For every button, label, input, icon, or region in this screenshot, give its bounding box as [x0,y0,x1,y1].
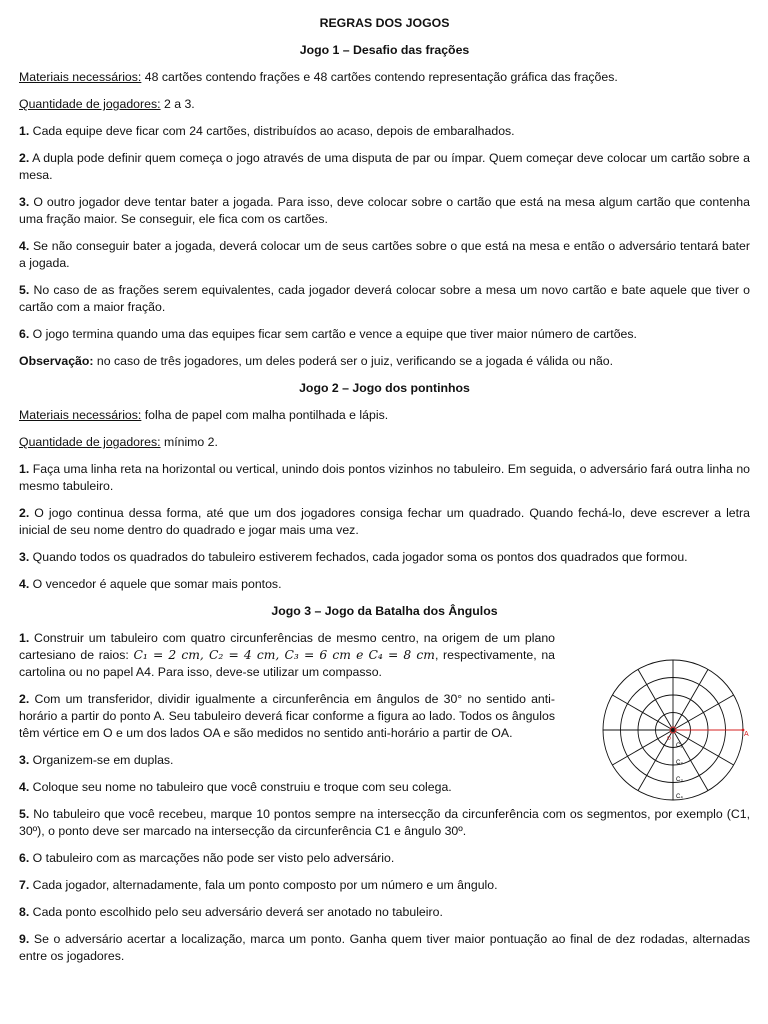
rule-text: Quando todos os quadrados do tabuleiro estiverem fechados, cada jogador soma os pontos dos quadrados que formou. [29,550,688,564]
rule-text: Se o adversário acertar a localização, marca um ponto. Ganha quem tiver maior pontuação ao final de dez rodadas, alternadas entre os jogadores. [19,932,750,963]
document-content [19,15,750,975]
jogo1-jogadores [19,96,750,113]
jogo3-full-text [19,806,750,965]
jogo2-jogadores-text: mínimo 2. [160,435,218,449]
rule-number: 2. [19,692,30,706]
rule-text: Cada ponto escolhido pelo seu adversário deverá ser anotado no tabuleiro. [29,905,443,919]
board-geometry [603,660,744,800]
jogo2-materiais-label: Materiais necessários: [19,408,142,422]
jogo1-rule [19,123,750,140]
board-ray [612,695,673,730]
rule-text: Faça uma linha reta na horizontal ou vertical, unindo dois pontos vizinhos no tabuleiro. Em seguida, o adversário fará outra linha no mesmo tabuleiro. [19,462,750,493]
observacao-text: no caso de três jogadores, um deles poderá ser o juiz, verificando se a jogada é válida ou não. [93,354,614,368]
jogo3-rule [19,806,750,840]
jogo1-jogadores-label: Quantidade de jogadores: [19,97,161,111]
rule-number: 4. [19,577,30,591]
rule-number: 6. [19,851,30,865]
jogo3-side-text [19,630,555,796]
jogo2-materiais [19,407,750,424]
rule-text: O tabuleiro com as marcações não pode ser visto pelo adversário. [29,851,395,865]
point-a-label: A [744,731,749,738]
board-ray [673,695,734,730]
circle-label-c2: C₂ [676,760,683,766]
rule-text: O outro jogador deve tentar bater a jogada. Para isso, deve colocar sobre o cartão que está na mesa algum cartão que contenha uma fração maior. Se conseguir, ele fica com os cartões. [19,195,750,226]
rule-text: Se não conseguir bater a jogada, deverá colocar um de seus cartões sobre o que está na mesa e então o adversário tentará bater a jogada. [19,239,750,270]
jogo3-rule [19,752,555,769]
jogo1-rule [19,150,750,184]
rule-number: 2. [19,151,30,165]
rule-text: No tabuleiro que você recebeu, marque 10 pontos sempre na intersecção da circunferência com os segmentos, por exemplo (C1, 30º), o ponto deve ser marcado na intersecção da circunferência C1 e ângulo 30º. [19,807,750,838]
jogo3-rule [19,877,750,894]
jogo2-rule [19,461,750,495]
rule-number: 4. [19,780,30,794]
rule-number: 3. [19,195,30,209]
jogo1-rule [19,282,750,316]
jogo2-heading: Jogo 2 – Jogo dos pontinhos [299,381,470,395]
rule-text: Com um transferidor, dividir igualmente a circunferência em ângulos de 30° no sentido anti-horário a partir do ponto A. Seu tabuleiro deverá ficar conforme a figura ao lado. Todos os ângulos têm vértice em O e um dos lados OA e são medidos no sentido anti-horário a partir de OA. [19,692,555,740]
jogo2-rule [19,505,750,539]
rule-text: Cada equipe deve ficar com 24 cartões, distribuídos ao acaso, depois de embaralhados. [29,124,515,138]
rule-text: No caso de as frações serem equivalentes, cada jogador deverá colocar sobre a mesa um novo cartão e bate aquele que tiver o cartão com a maior fração. [19,283,750,314]
rule-text: Cada jogador, alternadamente, fala um ponto composto por um número e um ângulo. [29,878,498,892]
rule-text: , respectivamente, na cartolina ou no papel A4. Para isso, deve-se utilizar um compasso. [19,648,555,679]
rule-number: 7. [19,878,30,892]
jogo3-rule [19,850,750,867]
rule-number: 3. [19,550,30,564]
rule-text: Coloque seu nome no tabuleiro que você construiu e troque com seu colega. [29,780,452,794]
jogo1-rule [19,194,750,228]
jogo3-rule [19,931,750,965]
rule-text: Construir um tabuleiro com quatro circunferências de mesmo centro, na origem de um plano cartesiano de raios: [19,631,555,662]
circle-label-c1: C₁ [676,743,683,749]
center-o-label: O [667,736,671,742]
rule-number: 5. [19,807,30,821]
jogo2-jogadores [19,434,750,451]
document-title: REGRAS DOS JOGOS [319,16,450,30]
jogo3-rule [19,630,555,681]
jogo2-rule [19,549,750,566]
rule-number: 3. [19,753,30,767]
board-ray [612,730,673,765]
angle-battle-board [593,650,753,810]
radii-formula: C₁ = 2 cm, C₂ = 4 cm, C₃ = 6 cm e C₄ = 8 cm [133,648,435,662]
jogo2-rule [19,576,750,593]
jogo1-materiais-label: Materiais necessários: [19,70,142,84]
jogo1-jogadores-text: 2 a 3. [160,97,195,111]
jogo3-section [19,630,750,800]
circle-label-c4: C₄ [676,794,683,800]
board-ray [638,669,673,730]
rule-number: 1. [19,631,30,645]
rule-number: 6. [19,327,30,341]
jogo1-rule [19,326,750,343]
circle-label-c3: C₃ [676,777,683,783]
rule-text: O jogo continua dessa forma, até que um dos jogadores consiga fechar um quadrado. Quando fechá-lo, deve escrever a letra inicial de seu nome dentro do quadrado e jogar mais uma vez. [19,506,750,537]
rule-text: O vencedor é aquele que somar mais pontos. [29,577,282,591]
jogo1-materiais [19,69,750,86]
rule-number: 1. [19,462,30,476]
rule-number: 5. [19,283,30,297]
jogo1-observacao [19,353,750,370]
rule-text: Organizem-se em duplas. [29,753,174,767]
rule-number: 2. [19,506,30,520]
observacao-label: Observação: [19,354,94,368]
jogo3-rule [19,691,555,742]
jogo1-heading: Jogo 1 – Desafio das frações [299,43,470,57]
rule-number: 4. [19,239,30,253]
jogo3-heading: Jogo 3 – Jogo da Batalha dos Ângulos [271,604,498,618]
jogo2-materiais-text: folha de papel com malha pontilhada e lápis. [141,408,389,422]
jogo1-materiais-text: 48 cartões contendo frações e 48 cartões contendo representação gráfica das frações. [141,70,618,84]
jogo2-jogadores-label: Quantidade de jogadores: [19,435,161,449]
board-ray [673,669,708,730]
rule-number: 1. [19,124,30,138]
rule-number: 8. [19,905,30,919]
rule-text: A dupla pode definir quem começa o jogo através de uma disputa de par ou ímpar. Quem começar deve colocar um cartão sobre a mesa. [19,151,750,182]
jogo1-rule [19,238,750,272]
rule-text: O jogo termina quando uma das equipes ficar sem cartão e vence a equipe que tiver maior número de cartões. [29,327,637,341]
jogo3-rule [19,904,750,921]
rule-number: 9. [19,932,30,946]
jogo3-rule [19,779,555,796]
